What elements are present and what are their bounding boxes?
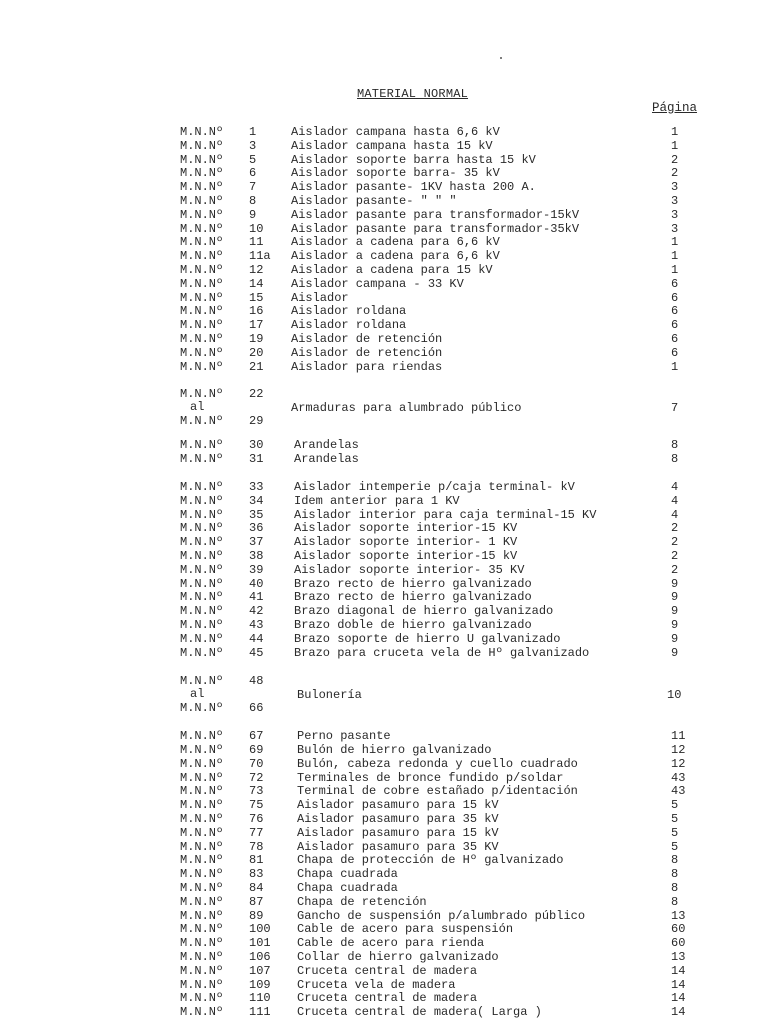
item-page: 4 xyxy=(671,479,679,494)
item-page: 6 xyxy=(671,331,679,346)
item-code: M.N.Nº xyxy=(180,290,224,305)
list-item xyxy=(0,896,768,910)
item-page: 14 xyxy=(671,991,686,1006)
range-from-code: M.N.Nº xyxy=(180,674,224,689)
item-page: 60 xyxy=(671,922,686,937)
list-item xyxy=(0,439,768,453)
item-number: 89 xyxy=(249,908,264,923)
list-block-hardware xyxy=(0,730,768,1020)
list-item xyxy=(0,154,768,168)
item-description: Aislador pasamuro para 35 KV xyxy=(297,839,499,854)
item-number: 33 xyxy=(249,479,264,494)
item-number: 37 xyxy=(249,535,264,550)
item-description: Aislador soporte interior-15 KV xyxy=(294,521,518,536)
item-page: 13 xyxy=(671,950,686,965)
item-description: Arandelas xyxy=(294,438,359,453)
list-item xyxy=(0,209,768,223)
range-to-code: M.N.Nº xyxy=(180,414,224,429)
item-page: 2 xyxy=(671,521,679,536)
item-description: Aislador campana hasta 6,6 kV xyxy=(291,125,500,139)
item-page: 60 xyxy=(671,936,686,951)
item-code: M.N.Nº xyxy=(180,479,224,494)
item-page: 1 xyxy=(671,359,679,374)
material-list xyxy=(0,126,768,1020)
item-number: 77 xyxy=(249,825,264,840)
item-page: 5 xyxy=(671,825,679,840)
list-item xyxy=(0,195,768,209)
item-number: 36 xyxy=(249,521,264,536)
item-page: 11 xyxy=(671,729,686,744)
item-description: Aislador roldana xyxy=(291,318,407,333)
item-description: Bulón de hierro galvanizado xyxy=(297,743,492,758)
item-page: 1 xyxy=(671,249,679,264)
item-code: M.N.Nº xyxy=(180,784,224,799)
list-item xyxy=(0,992,768,1006)
list-item xyxy=(0,126,768,140)
list-item xyxy=(0,841,768,855)
item-number: 15 xyxy=(249,290,264,305)
list-item xyxy=(0,882,768,896)
item-number: 43 xyxy=(249,617,264,632)
item-number: 16 xyxy=(249,304,264,319)
list-item xyxy=(0,633,768,647)
list-item xyxy=(0,278,768,292)
list-item xyxy=(0,937,768,951)
item-code: M.N.Nº xyxy=(180,452,224,467)
item-code: M.N.Nº xyxy=(180,743,224,758)
group-range-row xyxy=(0,387,768,429)
item-number: 84 xyxy=(249,881,264,896)
item-page: 3 xyxy=(671,207,679,222)
item-code: M.N.Nº xyxy=(180,180,224,195)
item-code: M.N.Nº xyxy=(180,193,224,208)
item-number: 12 xyxy=(249,262,264,277)
item-description: Aislador xyxy=(291,290,349,305)
list-item xyxy=(0,453,768,467)
item-code: M.N.Nº xyxy=(180,881,224,896)
item-description: Aislador pasante para transformador-15kV xyxy=(291,207,580,222)
item-number: 9 xyxy=(249,207,257,222)
item-number: 45 xyxy=(249,645,264,660)
list-item xyxy=(0,647,768,661)
item-number: 67 xyxy=(249,729,264,744)
item-page: 14 xyxy=(671,1005,686,1020)
list-item xyxy=(0,536,768,550)
item-description: Aislador campana - 33 KV xyxy=(291,276,464,291)
list-item xyxy=(0,564,768,578)
item-code: M.N.Nº xyxy=(180,798,224,813)
item-code: M.N.Nº xyxy=(180,276,224,291)
item-number: 34 xyxy=(249,493,264,508)
range-page: 10 xyxy=(667,688,682,703)
item-code: M.N.Nº xyxy=(180,166,224,181)
item-page: 9 xyxy=(671,590,679,605)
item-code: M.N.Nº xyxy=(180,548,224,563)
list-item xyxy=(0,223,768,237)
item-description: Aislador a cadena para 15 kV xyxy=(291,262,493,277)
item-description: Gancho de suspensión p/alumbrado público xyxy=(297,908,586,923)
item-description: Collar de hierro galvanizado xyxy=(297,950,499,965)
item-code: M.N.Nº xyxy=(180,853,224,868)
item-description: Aislador pasamuro para 15 kV xyxy=(297,798,499,813)
item-description: Aislador a cadena para 6,6 kV xyxy=(291,235,500,250)
range-al: al xyxy=(190,687,205,702)
item-code: M.N.Nº xyxy=(180,590,224,605)
item-number: 20 xyxy=(249,345,264,360)
item-description: Aislador campana hasta 15 kV xyxy=(291,138,493,153)
item-code: M.N.Nº xyxy=(180,867,224,882)
item-description: Brazo doble de hierro galvanizado xyxy=(294,617,532,632)
item-page: 8 xyxy=(671,867,679,882)
list-block-washers xyxy=(0,439,768,467)
item-page: 8 xyxy=(671,881,679,896)
range-from-code: M.N.Nº xyxy=(180,387,224,402)
item-code: M.N.Nº xyxy=(180,493,224,508)
item-code: M.N.Nº xyxy=(180,729,224,744)
item-code: M.N.Nº xyxy=(180,1005,224,1020)
range-to-code: M.N.Nº xyxy=(180,701,224,716)
item-description: Brazo diagonal de hierro galvanizado xyxy=(294,604,554,619)
item-number: 39 xyxy=(249,562,264,577)
item-code: M.N.Nº xyxy=(180,535,224,550)
list-item xyxy=(0,319,768,333)
item-number: 3 xyxy=(249,138,257,153)
list-item xyxy=(0,591,768,605)
item-description: Idem anterior para 1 KV xyxy=(294,493,460,508)
list-item xyxy=(0,347,768,361)
item-page: 6 xyxy=(671,290,679,305)
item-code: M.N.Nº xyxy=(180,894,224,909)
item-description: Terminal de cobre estañado p/identación xyxy=(297,784,578,799)
item-code: M.N.Nº xyxy=(180,825,224,840)
list-item xyxy=(0,250,768,264)
item-description: Aislador a cadena para 6,6 kV xyxy=(291,249,500,264)
range-to-num: 29 xyxy=(249,414,264,429)
item-description: Aislador intemperie p/caja terminal- kV xyxy=(294,479,575,494)
item-page: 5 xyxy=(671,839,679,854)
range-from-num: 48 xyxy=(249,674,264,689)
list-item xyxy=(0,522,768,536)
item-description: Aislador de retención xyxy=(291,345,443,360)
item-page: 2 xyxy=(671,548,679,563)
item-description: Perno pasante xyxy=(297,729,391,744)
item-description: Cruceta central de madera xyxy=(297,991,478,1006)
item-description: Cruceta central de madera xyxy=(297,963,478,978)
item-description: Aislador pasamuro para 35 kV xyxy=(297,812,499,827)
item-description: Aislador soporte interior-15 kV xyxy=(294,548,518,563)
item-number: 38 xyxy=(249,548,264,563)
item-number: 75 xyxy=(249,798,264,813)
list-item xyxy=(0,1006,768,1020)
item-description: Cable de acero para suspensión xyxy=(297,922,514,937)
list-item xyxy=(0,481,768,495)
item-number: 100 xyxy=(249,922,271,937)
item-page: 12 xyxy=(671,756,686,771)
item-code: M.N.Nº xyxy=(180,235,224,250)
item-number: 17 xyxy=(249,318,264,333)
item-page: 1 xyxy=(671,262,679,277)
list-item xyxy=(0,140,768,154)
item-page: 8 xyxy=(671,894,679,909)
item-number: 111 xyxy=(249,1005,271,1020)
item-page: 9 xyxy=(671,617,679,632)
item-page: 9 xyxy=(671,631,679,646)
item-number: 6 xyxy=(249,166,257,181)
list-item xyxy=(0,292,768,306)
item-page: 9 xyxy=(671,576,679,591)
item-description: Cruceta vela de madera xyxy=(297,977,456,992)
item-number: 70 xyxy=(249,756,264,771)
item-description: Aislador pasamuro para 15 kV xyxy=(297,825,499,840)
item-number: 35 xyxy=(249,507,264,522)
page-column-header: Página xyxy=(652,101,698,115)
list-item xyxy=(0,730,768,744)
list-item xyxy=(0,827,768,841)
item-page: 2 xyxy=(671,562,679,577)
item-code: M.N.Nº xyxy=(180,304,224,319)
item-description: Aislador soporte barra- 35 kV xyxy=(291,166,500,181)
item-code: M.N.Nº xyxy=(180,756,224,771)
item-code: M.N.Nº xyxy=(180,318,224,333)
item-number: 73 xyxy=(249,784,264,799)
item-page: 1 xyxy=(671,235,679,250)
item-description: Brazo soporte de hierro U galvanizado xyxy=(294,631,561,646)
item-number: 41 xyxy=(249,590,264,605)
item-number: 44 xyxy=(249,631,264,646)
item-code: M.N.Nº xyxy=(180,207,224,222)
item-description: Bulón, cabeza redonda y cuello cuadrado xyxy=(297,756,578,771)
item-description: Chapa cuadrada xyxy=(297,867,398,882)
item-code: M.N.Nº xyxy=(180,507,224,522)
item-page: 8 xyxy=(671,438,679,453)
item-page: 3 xyxy=(671,221,679,236)
item-page: 6 xyxy=(671,304,679,319)
list-item xyxy=(0,305,768,319)
item-code: M.N.Nº xyxy=(180,345,224,360)
item-code: M.N.Nº xyxy=(180,631,224,646)
item-description: Brazo recto de hierro galvanizado xyxy=(294,590,532,605)
item-code: M.N.Nº xyxy=(180,950,224,965)
item-description: Arandelas xyxy=(294,452,359,467)
item-description: Aislador soporte interior- 35 KV xyxy=(294,562,525,577)
item-number: 8 xyxy=(249,193,257,208)
item-code: M.N.Nº xyxy=(180,963,224,978)
item-page: 5 xyxy=(671,798,679,813)
item-code: M.N.Nº xyxy=(180,977,224,992)
item-page: 4 xyxy=(671,507,679,522)
item-number: 31 xyxy=(249,452,264,467)
item-code: M.N.Nº xyxy=(180,331,224,346)
item-number: 19 xyxy=(249,331,264,346)
list-item xyxy=(0,578,768,592)
item-code: M.N.Nº xyxy=(180,645,224,660)
item-code: M.N.Nº xyxy=(180,812,224,827)
list-item xyxy=(0,772,768,786)
item-description: Aislador pasante- 1KV hasta 200 A. xyxy=(291,180,536,195)
item-page: 2 xyxy=(671,166,679,181)
list-item xyxy=(0,264,768,278)
item-page: 6 xyxy=(671,345,679,360)
item-code: M.N.Nº xyxy=(180,839,224,854)
paper-speck xyxy=(500,57,502,59)
item-code: M.N.Nº xyxy=(180,922,224,937)
item-number: 11a xyxy=(249,249,271,264)
item-description: Aislador soporte interior- 1 KV xyxy=(294,535,518,550)
item-page: 6 xyxy=(671,276,679,291)
item-code: M.N.Nº xyxy=(180,359,224,374)
item-page: 2 xyxy=(671,535,679,550)
item-number: 69 xyxy=(249,743,264,758)
item-code: M.N.Nº xyxy=(180,617,224,632)
item-code: M.N.Nº xyxy=(180,991,224,1006)
list-item xyxy=(0,951,768,965)
item-page: 9 xyxy=(671,645,679,660)
list-item xyxy=(0,605,768,619)
item-description: Chapa cuadrada xyxy=(297,881,398,896)
item-number: 21 xyxy=(249,359,264,374)
list-item xyxy=(0,910,768,924)
item-number: 83 xyxy=(249,867,264,882)
item-page: 4 xyxy=(671,493,679,508)
item-page: 8 xyxy=(671,452,679,467)
item-page: 2 xyxy=(671,152,679,167)
list-item xyxy=(0,361,768,375)
item-number: 11 xyxy=(249,235,264,250)
list-item xyxy=(0,785,768,799)
item-code: M.N.Nº xyxy=(180,576,224,591)
item-description: Aislador para riendas xyxy=(291,359,443,374)
list-item xyxy=(0,550,768,564)
list-item xyxy=(0,619,768,633)
list-item xyxy=(0,181,768,195)
item-description: Aislador soporte barra hasta 15 kV xyxy=(291,152,536,167)
item-code: M.N.Nº xyxy=(180,438,224,453)
item-number: 10 xyxy=(249,221,264,236)
item-page: 6 xyxy=(671,318,679,333)
item-number: 81 xyxy=(249,853,264,868)
item-code: M.N.Nº xyxy=(180,138,224,153)
item-number: 106 xyxy=(249,950,271,965)
item-description: Brazo recto de hierro galvanizado xyxy=(294,576,532,591)
list-item xyxy=(0,923,768,937)
item-page: 43 xyxy=(671,770,686,785)
item-number: 101 xyxy=(249,936,271,951)
item-page: 3 xyxy=(671,193,679,208)
item-number: 30 xyxy=(249,438,264,453)
item-page: 3 xyxy=(671,180,679,195)
range-page: 7 xyxy=(671,401,679,416)
item-number: 7 xyxy=(249,180,257,195)
item-number: 42 xyxy=(249,604,264,619)
list-block-supports xyxy=(0,481,768,660)
item-page: 1 xyxy=(671,138,679,153)
item-description: Aislador pasante- " " " xyxy=(291,193,457,208)
item-number: 1 xyxy=(249,125,257,139)
list-item xyxy=(0,333,768,347)
item-description: Aislador pasante para transformador-35kV xyxy=(291,221,580,236)
range-description: Bulonería xyxy=(297,688,362,703)
item-description: Chapa de retención xyxy=(297,894,427,909)
item-page: 43 xyxy=(671,784,686,799)
item-code: M.N.Nº xyxy=(180,562,224,577)
range-to-num: 66 xyxy=(249,701,264,716)
item-number: 87 xyxy=(249,894,264,909)
list-item xyxy=(0,758,768,772)
list-item xyxy=(0,813,768,827)
range-from-num: 22 xyxy=(249,387,264,402)
item-number: 5 xyxy=(249,152,257,167)
list-item xyxy=(0,799,768,813)
item-code: M.N.Nº xyxy=(180,521,224,536)
item-code: M.N.Nº xyxy=(180,125,224,139)
item-page: 14 xyxy=(671,963,686,978)
item-number: 109 xyxy=(249,977,271,992)
item-page: 8 xyxy=(671,853,679,868)
page-title: MATERIAL NORMAL xyxy=(357,87,469,101)
item-page: 9 xyxy=(671,604,679,619)
list-block-insulators xyxy=(0,126,768,374)
list-item xyxy=(0,744,768,758)
item-description: Chapa de protección de Hº galvanizado xyxy=(297,853,564,868)
item-code: M.N.Nº xyxy=(180,604,224,619)
item-description: Terminales de bronce fundido p/soldar xyxy=(297,770,564,785)
item-page: 5 xyxy=(671,812,679,827)
item-code: M.N.Nº xyxy=(180,152,224,167)
item-code: M.N.Nº xyxy=(180,770,224,785)
item-page: 12 xyxy=(671,743,686,758)
item-number: 107 xyxy=(249,963,271,978)
item-code: M.N.Nº xyxy=(180,249,224,264)
list-item xyxy=(0,236,768,250)
item-number: 40 xyxy=(249,576,264,591)
list-item xyxy=(0,167,768,181)
item-number: 110 xyxy=(249,991,271,1006)
item-description: Cable de acero para rienda xyxy=(297,936,485,951)
item-number: 72 xyxy=(249,770,264,785)
group-range-row xyxy=(0,674,768,716)
item-code: M.N.Nº xyxy=(180,908,224,923)
item-number: 78 xyxy=(249,839,264,854)
item-code: M.N.Nº xyxy=(180,262,224,277)
item-code: M.N.Nº xyxy=(180,936,224,951)
item-number: 14 xyxy=(249,276,264,291)
item-page: 14 xyxy=(671,977,686,992)
list-item xyxy=(0,854,768,868)
list-item xyxy=(0,509,768,523)
item-page: 1 xyxy=(671,125,679,139)
item-code: M.N.Nº xyxy=(180,221,224,236)
item-page: 13 xyxy=(671,908,686,923)
list-item xyxy=(0,868,768,882)
range-description: Armaduras para alumbrado público xyxy=(291,401,522,416)
list-item xyxy=(0,965,768,979)
list-item xyxy=(0,979,768,993)
item-description: Aislador interior para caja terminal-15 KV xyxy=(294,507,597,522)
item-description: Aislador roldana xyxy=(291,304,407,319)
list-item xyxy=(0,495,768,509)
range-al: al xyxy=(190,400,205,415)
item-description: Brazo para cruceta vela de Hº galvanizado xyxy=(294,645,590,660)
item-description: Aislador de retención xyxy=(291,331,443,346)
item-number: 76 xyxy=(249,812,264,827)
item-description: Cruceta central de madera( Larga ) xyxy=(297,1005,542,1020)
